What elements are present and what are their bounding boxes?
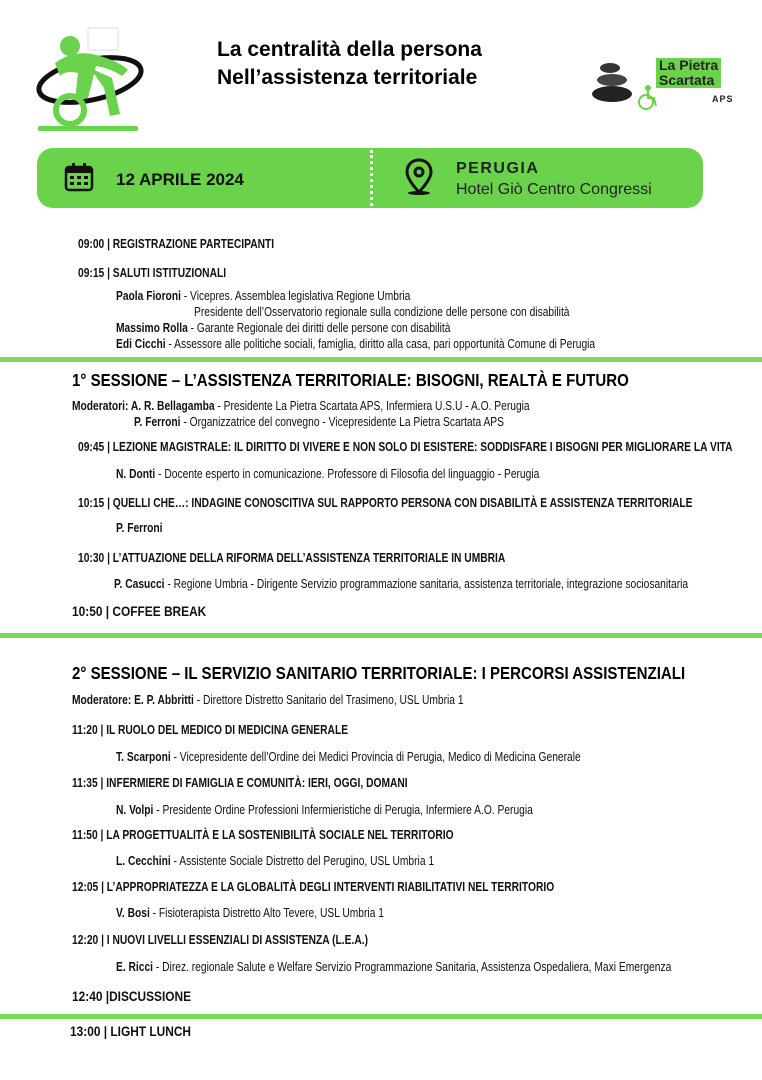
section-divider — [0, 1014, 762, 1019]
event-logo-icon — [30, 18, 150, 134]
agenda-speaker — [114, 576, 688, 592]
agenda-speaker — [116, 853, 434, 869]
moderator-role: - Presidente La Pietra Scartata APS, Infermiera U.S.U - A.O. Perugia — [214, 399, 530, 413]
registration-item: 09:00 | REGISTRAZIONE PARTECIPANTI — [78, 237, 275, 251]
speaker-role: - Direz. regionale Salute e Welfare Servizio Programmazione Sanitaria, Assistenza Ospedaliera, Maxi Emergenza — [153, 960, 672, 974]
speaker-role: - Vicepresidente dell’Ordine dei Medici Provincia di Perugia, Medico di Medicina Generale — [170, 750, 581, 764]
greeting-line — [116, 320, 450, 336]
moderator-label: Moderatori: A. R. Bellagamba — [72, 399, 215, 413]
light-lunch: 13:00 | LIGHT LUNCH — [70, 1023, 192, 1039]
event-date: 12 APRILE 2024 — [116, 170, 244, 189]
speaker-name: N. Donti — [116, 467, 156, 481]
event-title — [217, 36, 482, 92]
location-pin-icon — [404, 158, 434, 196]
agenda-speaker — [116, 802, 533, 818]
organizer-logo — [590, 56, 740, 112]
agenda-item: 11:35 | INFERMIERE DI FAMIGLIA E COMUNITÀ: IERI, OGGI, DOMANI — [72, 776, 408, 790]
calendar-icon — [64, 162, 94, 192]
title-line-1: La centralità della persona — [217, 38, 482, 61]
agenda-speaker — [116, 749, 581, 765]
session-1-title: 1° SESSIONE – L’ASSISTENZA TERRITORIALE: BISOGNI, REALTÀ E FUTURO — [72, 370, 629, 390]
agenda-speaker — [116, 466, 539, 482]
greeting-line — [116, 288, 410, 304]
greetings-item: 09:15 | SALUTI ISTITUZIONALI — [78, 266, 227, 280]
agenda-speaker — [116, 959, 671, 975]
speaker-name: Edi Cicchi — [116, 337, 166, 351]
session-2-title: 2° SESSIONE – IL SERVIZIO SANITARIO TERRITORIALE: I PERCORSI ASSISTENZIALI — [72, 663, 686, 683]
speaker-role: - Presidente Ordine Professioni Infermieristiche di Perugia, Infermiere A.O. Perugia — [153, 803, 533, 817]
coffee-break: 10:50 | COFFEE BREAK — [72, 603, 207, 619]
agenda-item: 11:50 | LA PROGETTUALITÀ E LA SOSTENIBILITÀ SOCIALE NEL TERRITORIO — [72, 828, 454, 842]
organizer-name-line-2: Scartata — [659, 72, 715, 88]
greeting-line — [116, 336, 595, 352]
speaker-role: - Assessore alle politiche sociali, famiglia, diritto alla casa, pari opportunità Comune di Perugia — [165, 337, 596, 351]
moderator-name: P. Ferroni — [134, 415, 181, 429]
event-city: PERUGIA — [456, 160, 540, 177]
greeting-line: Presidente dell’Osservatorio regionale sulla condizione delle persone con disabilità — [194, 305, 570, 319]
moderator-label: Moderatore: E. P. Abbritti — [72, 693, 194, 707]
speaker-role: - Vicepres. Assemblea legislativa Regione Umbria — [180, 289, 411, 303]
title-line-2: Nell’assistenza territoriale — [217, 66, 478, 89]
speaker-role: - Garante Regionale dei diritti delle persone con disabilità — [187, 321, 451, 335]
moderator-role: - Direttore Distretto Sanitario del Trasimeno, USL Umbria 1 — [193, 693, 464, 707]
agenda-item: 10:30 | L’ATTUAZIONE DELLA RIFORMA DELL’ASSISTENZA TERRITORIALE IN UMBRIA — [78, 551, 506, 565]
agenda-item: 12:20 | I NUOVI LIVELLI ESSENZIALI DI ASSISTENZA (L.E.A.) — [72, 933, 368, 947]
session-1-moderator-2 — [134, 414, 504, 430]
agenda-speaker — [116, 520, 163, 536]
speaker-name: L. Cecchini — [116, 854, 171, 868]
moderator-role: - Organizzatrice del convegno - Vicepresidente La Pietra Scartata APS — [180, 415, 504, 429]
speaker-name: P. Casucci — [114, 577, 165, 591]
speaker-name: V. Bosi — [116, 906, 150, 920]
session-2-moderator — [72, 692, 464, 708]
section-divider — [0, 357, 762, 362]
speaker-name: N. Volpi — [116, 803, 154, 817]
speaker-name: E. Ricci — [116, 960, 154, 974]
speaker-name: P. Ferroni — [116, 521, 163, 535]
speaker-role: - Fisioterapista Distretto Alto Tevere, USL Umbria 1 — [149, 906, 384, 920]
organizer-name — [656, 58, 721, 88]
agenda-item: 09:45 | LEZIONE MAGISTRALE: IL DIRITTO DI VIVERE E NON SOLO DI ESISTERE: SODDISFARE I BISOGNI PER MIGLIORARE LA VITA — [78, 440, 733, 454]
speaker-name: T. Scarponi — [116, 750, 171, 764]
speaker-role: - Docente esperto in comunicazione. Professore di Filosofia del linguaggio - Perugia — [155, 467, 540, 481]
speaker-name: Paola Fioroni — [116, 289, 181, 303]
event-venue: Hotel Giò Centro Congressi — [456, 181, 652, 198]
agenda-item: 10:15 | QUELLI CHE…: INDAGINE CONOSCITIVA SUL RAPPORTO PERSONA CON DISABILITÀ E ASSISTENZA TERRITORIALE — [78, 496, 693, 510]
discussion: 12:40 |DISCUSSIONE — [72, 988, 192, 1004]
agenda-item: 12:05 | L’APPROPRIATEZZA E LA GLOBALITÀ DEGLI INTERVENTI RIABILITATIVI NEL TERRITORIO — [72, 880, 555, 894]
speaker-role: - Assistente Sociale Distretto del Perugino, USL Umbria 1 — [170, 854, 435, 868]
banner-separator — [370, 150, 373, 206]
stones-icon — [590, 60, 660, 112]
session-1-moderator — [72, 398, 530, 414]
agenda-speaker — [116, 905, 384, 921]
agenda-item: 11:20 | IL RUOLO DEL MEDICO DI MEDICINA GENERALE — [72, 723, 349, 737]
organizer-name-line-1: La Pietra — [659, 57, 719, 73]
speaker-role: - Regione Umbria - Dirigente Servizio programmazione sanitaria, assistenza territoriale, integrazione sociosanitaria — [164, 577, 689, 591]
organizer-suffix: APS — [712, 94, 734, 104]
section-divider — [0, 633, 762, 638]
speaker-name: Massimo Rolla — [116, 321, 188, 335]
